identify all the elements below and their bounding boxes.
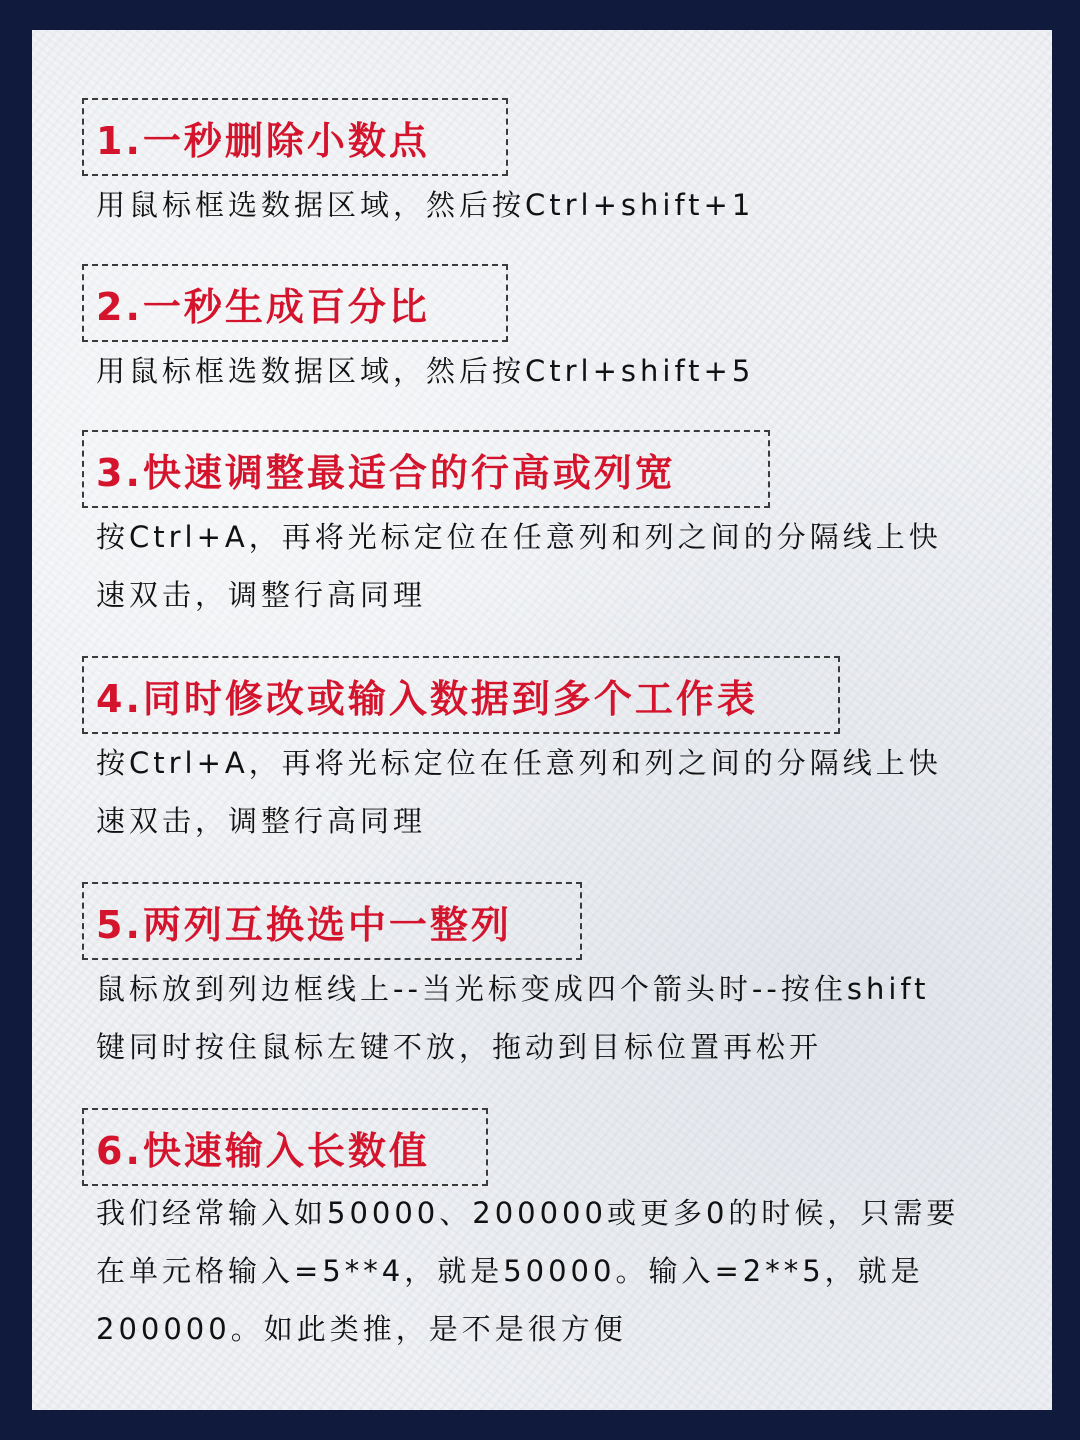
tip-3-line-2: 速双击，调整行高同理 [96, 578, 427, 612]
tip-5-line-1: 鼠标放到列边框线上--当光标变成四个箭头时--按住shift [96, 972, 930, 1006]
tip-6-line-2: 在单元格输入=5**4，就是50000。输入=2**5，就是 [96, 1254, 924, 1288]
tip-3-description [96, 508, 1036, 624]
tip-6-description [96, 1184, 1036, 1358]
tip-4-title-box [82, 656, 840, 734]
tip-1-line-1: 用鼠标框选数据区域，然后按Ctrl+shift+1 [96, 188, 755, 222]
tip-6-title-box [82, 1108, 488, 1186]
tip-2-title: 2.一秒生成百分比 [96, 284, 430, 329]
tip-5-title-box [82, 882, 582, 960]
tip-6-line-3: 200000。如此类推，是不是很方便 [96, 1312, 627, 1346]
tip-3-title: 3.快速调整最适合的行高或列宽 [96, 450, 676, 495]
tip-2-description [96, 342, 1036, 400]
paper-card [32, 30, 1052, 1410]
tip-4-line-2: 速双击，调整行高同理 [96, 804, 427, 838]
tip-2-line-1: 用鼠标框选数据区域，然后按Ctrl+shift+5 [96, 354, 755, 388]
tip-5-line-2: 键同时按住鼠标左键不放，拖动到目标位置再松开 [96, 1030, 823, 1064]
tip-5-title: 5.两列互换选中一整列 [96, 902, 512, 947]
tip-4-line-1: 按Ctrl+A，再将光标定位在任意列和列之间的分隔线上快 [96, 746, 942, 780]
tip-6-title: 6.快速输入长数值 [96, 1128, 430, 1173]
tip-4-description [96, 734, 1036, 850]
tip-3-line-1: 按Ctrl+A，再将光标定位在任意列和列之间的分隔线上快 [96, 520, 942, 554]
tip-4-title: 4.同时修改或输入数据到多个工作表 [96, 676, 758, 721]
tip-2-title-box [82, 264, 508, 342]
tip-6-line-1: 我们经常输入如50000、200000或更多0的时候，只需要 [96, 1196, 960, 1230]
tip-1-description [96, 176, 1036, 234]
tip-5-description [96, 960, 1036, 1076]
tip-1-title-box [82, 98, 508, 176]
tip-1-title: 1.一秒删除小数点 [96, 118, 430, 163]
tip-3-title-box [82, 430, 770, 508]
